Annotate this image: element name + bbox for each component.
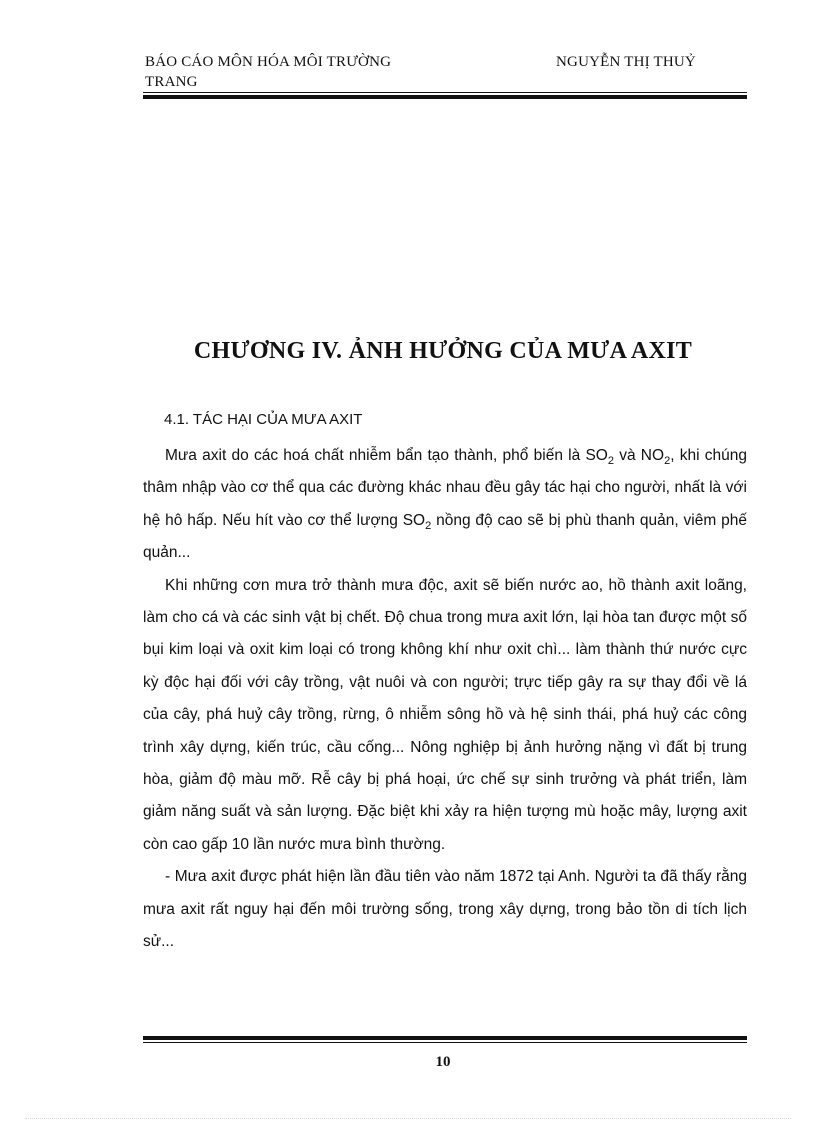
so2-subscript-2: 2 xyxy=(425,519,432,532)
p1-part-d: nồng độ cao sẽ bị phù thanh quản, viêm phế quản... xyxy=(143,511,747,562)
paragraph-1 xyxy=(143,440,747,570)
header-divider-thin xyxy=(143,92,747,93)
p1-part-b: và NO xyxy=(613,447,665,464)
header-divider-thick xyxy=(143,95,747,99)
no2-subscript: 2 xyxy=(664,455,671,468)
paragraph-2: Khi những cơn mưa trở thành mưa độc, axit sẽ biến nước ao, hồ thành axit loãng, làm cho cá và các sinh vật bị chết. Độ chua trong mưa axit lớn, lại hòa tan được một số bụi kim loại và oxit kim loại có trong không khí như oxit chì... làm thành thứ nước cực kỳ độc hại đối với cây trồng, vật nuôi và con người; trực tiếp gây ra sự thay đổi về lá của cây, phá huỷ cây trồng, rừng, ô nhiễm sông hồ và hệ sinh thái, phá huỷ các công trình xây dựng, kiến trúc, cầu cống... Nông nghiệp bị ảnh hưởng nặng vì đất bị trung hòa, giảm độ màu mỡ. Rễ cây bị phá hoại, ức chế sự sinh trưởng và phát triển, làm giảm năng suất và sản lượng. Đặc biệt khi xảy ra hiện tượng mù hoặc mây, lượng axit còn cao gấp 10 lần nước mưa bình thường. xyxy=(143,576,747,853)
report-title: BÁO CÁO MÔN HÓA MÔI TRƯỜNG xyxy=(145,54,392,70)
page-edge xyxy=(25,1118,791,1119)
p1-part-a: Mưa axit do các hoá chất nhiễm bẩn tạo thành, phổ biến là SO xyxy=(165,447,608,464)
so2-subscript: 2 xyxy=(607,455,614,468)
section-heading: 4.1. TÁC HẠI CỦA MƯA AXIT xyxy=(164,411,363,428)
p1-part-c: , khi chúng thâm nhập vào cơ thể qua các đường khác nhau đều gây tác hại cho người, nhất là với hệ hô hấp. Nếu hít vào cơ thể lượng SO xyxy=(143,447,747,529)
header-left xyxy=(145,52,445,92)
author-name: NGUYỄN THỊ THUỶ xyxy=(556,54,696,70)
report-title-continued: TRANG xyxy=(145,74,198,90)
body-text xyxy=(143,440,747,959)
footer-divider-thin xyxy=(143,1042,747,1043)
page-number: 10 xyxy=(435,1054,451,1070)
footer-divider-thick xyxy=(143,1036,747,1040)
chapter-title: CHƯƠNG IV. ẢNH HƯỞNG CỦA MƯA AXIT xyxy=(193,338,693,364)
paragraph-3: - Mưa axit được phát hiện lần đầu tiên vào năm 1872 tại Anh. Người ta đã thấy rằng mưa axit rất nguy hại đến môi trường sống, trong xây dựng, trong bảo tồn di tích lịch sử... xyxy=(143,868,747,951)
